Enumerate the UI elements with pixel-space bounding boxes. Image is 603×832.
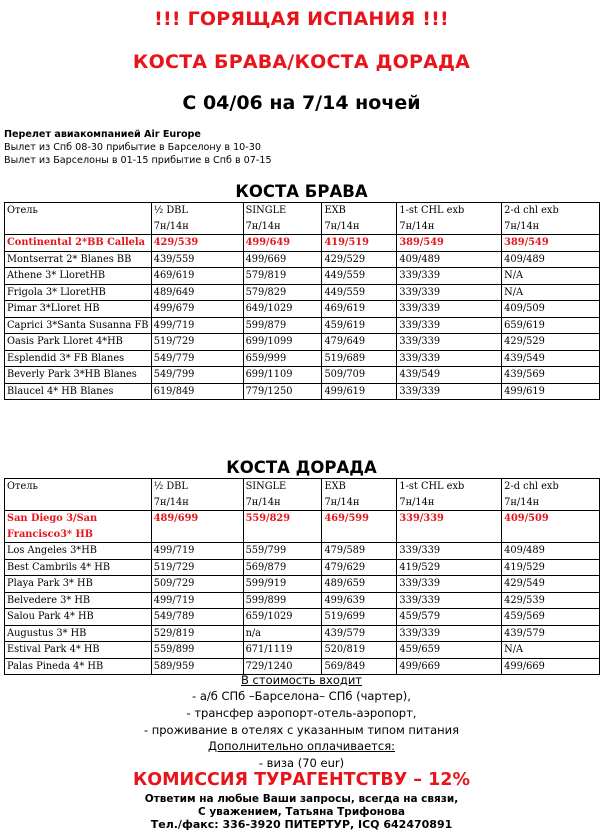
price-cell: 469/619 [322, 301, 397, 318]
column-header-line [7, 219, 149, 235]
price-cell: 559/899 [151, 642, 243, 659]
price-cell: n/a [243, 625, 322, 642]
costa-dorada-table [4, 478, 600, 675]
price-cell: 589/959 [151, 658, 243, 675]
table-row [5, 268, 600, 285]
price-cell: 549/789 [151, 609, 243, 626]
hotel-name-cell: San Diego 3/San Francisco3* HB [5, 511, 152, 543]
hotel-name-cell: Palas Pineda 4* HB [5, 658, 152, 675]
column-header [243, 203, 322, 235]
price-cell: 549/779 [151, 350, 243, 367]
price-cell: 339/339 [397, 625, 502, 642]
column-header-line: SINGLE [245, 481, 287, 492]
table-row [5, 592, 600, 609]
price-cell: 499/639 [322, 592, 397, 609]
price-cell: 339/339 [397, 592, 502, 609]
price-cell: 499/669 [397, 658, 502, 675]
price-cell: N/A [502, 642, 600, 659]
price-cell: 519/729 [151, 559, 243, 576]
column-header [397, 479, 502, 511]
price-cell: 419/529 [502, 559, 600, 576]
included-item: - трансфер аэропорт-отель-аэропорт, [186, 706, 417, 720]
column-header [322, 479, 397, 511]
contact-signature: С уважением, Татьяна Трифонова [197, 806, 406, 818]
price-cell: 339/339 [397, 543, 502, 560]
hotel-name-cell: Blaucel 4* HB Blanes [5, 383, 152, 400]
column-header-line: EXB [324, 205, 346, 216]
column-header-line: 7н/14н [399, 220, 435, 232]
flight-title: Перелет авиакомпанией Air Europe [4, 129, 201, 140]
price-cell: 699/1099 [243, 334, 322, 351]
table-row [5, 284, 600, 301]
included-item: - проживание в отелях с указанным типом питания [143, 723, 460, 737]
column-header-line: 1-st CHL exb [399, 481, 465, 492]
price-cell: 479/649 [322, 334, 397, 351]
price-cell: 499/719 [151, 592, 243, 609]
column-header-line: 7н/14н [245, 220, 281, 232]
column-header-line: 7н/14н [399, 496, 435, 508]
price-cell: 339/339 [397, 268, 502, 285]
price-cell: 429/529 [502, 334, 600, 351]
headline-costa-brava-dorada: КОСТА БРАВА/КОСТА ДОРАДА [132, 51, 471, 73]
price-cell: 339/339 [397, 317, 502, 334]
column-header-line: 7н/14н [153, 220, 189, 232]
price-cell: 429/539 [502, 592, 600, 609]
hotel-name-cell: Los Angeles 3*HB [5, 543, 152, 560]
table-row [5, 317, 600, 334]
price-cell: 499/669 [243, 251, 322, 268]
price-cell: 409/489 [502, 251, 600, 268]
price-cell: 469/619 [151, 268, 243, 285]
price-cell: 389/549 [502, 235, 600, 252]
table-header-row [5, 479, 600, 511]
headline-hot-spain: !!! ГОРЯЩАЯ ИСПАНИЯ !!! [154, 8, 449, 30]
table-row [5, 383, 600, 400]
price-cell: 499/619 [502, 383, 600, 400]
column-header-line: 7н/14н [153, 496, 189, 508]
price-cell: 499/679 [151, 301, 243, 318]
hotel-name-cell: Best Cambrils 4* HB [5, 559, 152, 576]
column-header-line: 7н/14н [324, 220, 360, 232]
table-header-row [5, 203, 600, 235]
price-cell: 599/879 [243, 317, 322, 334]
table-row [5, 251, 600, 268]
table-row [5, 334, 600, 351]
price-cell: 339/339 [397, 383, 502, 400]
price-cell: 549/799 [151, 367, 243, 384]
hotel-name-cell: Beverly Park 3*HB Blanes [5, 367, 152, 384]
price-cell: 499/719 [151, 543, 243, 560]
section-title-costa-dorada: КОСТА ДОРАДА [226, 458, 377, 477]
table-row [5, 625, 600, 642]
price-cell: N/A [502, 268, 600, 285]
price-cell: 599/899 [243, 592, 322, 609]
column-header [151, 479, 243, 511]
hotel-name-cell: Augustus 3* HB [5, 625, 152, 642]
column-header-line: SINGLE [245, 205, 287, 216]
price-cell: 429/529 [322, 251, 397, 268]
price-cell: 459/659 [397, 642, 502, 659]
price-cell: 409/489 [397, 251, 502, 268]
price-cell: 779/1250 [243, 383, 322, 400]
price-cell: 520/819 [322, 642, 397, 659]
price-cell: 339/339 [397, 350, 502, 367]
table-row [5, 576, 600, 593]
price-cell: 729/1240 [243, 658, 322, 675]
table-row [5, 367, 600, 384]
price-cell: 409/509 [502, 511, 600, 543]
price-cell: 499/669 [502, 658, 600, 675]
price-cell: 559/799 [243, 543, 322, 560]
price-cell: 409/489 [502, 543, 600, 560]
price-cell: 439/549 [397, 367, 502, 384]
extra-payment-title: Дополнительно оплачивается: [208, 739, 395, 753]
price-cell: 509/729 [151, 576, 243, 593]
column-header-line: Отель [7, 205, 38, 216]
price-cell: 659/999 [243, 350, 322, 367]
price-cell: 429/539 [151, 235, 243, 252]
column-header-line: EXB [324, 481, 346, 492]
headline-dates: С 04/06 на 7/14 ночей [182, 92, 421, 114]
price-cell: 659/619 [502, 317, 600, 334]
price-cell: 439/579 [502, 625, 600, 642]
price-cell: 439/559 [151, 251, 243, 268]
contact-phone: Тел./факс: 336-3920 ПИТЕРТУР, ICQ 642470891 [150, 818, 453, 831]
column-header-line: ½ DBL [153, 205, 188, 216]
hotel-name-cell: Belvedere 3* HB [5, 592, 152, 609]
price-cell: 339/339 [397, 284, 502, 301]
hotel-name-cell: Athene 3* LloretHB [5, 268, 152, 285]
hotel-name-cell: Caprici 3*Santa Susanna FB [5, 317, 152, 334]
costa-brava-table [4, 202, 600, 400]
price-cell: 489/649 [151, 284, 243, 301]
price-cell: 449/559 [322, 268, 397, 285]
price-cell: 429/549 [502, 576, 600, 593]
price-cell: 419/519 [322, 235, 397, 252]
price-cell: 579/819 [243, 268, 322, 285]
price-cell: 449/559 [322, 284, 397, 301]
price-cell: 439/549 [502, 350, 600, 367]
column-header-line: 2-d chl exb [504, 481, 559, 492]
column-header [502, 203, 600, 235]
column-header [243, 479, 322, 511]
price-cell: 659/1029 [243, 609, 322, 626]
price-cell: 559/829 [243, 511, 322, 543]
price-cell: 389/549 [397, 235, 502, 252]
commission-banner: КОМИССИЯ ТУРАГЕНТСТВУ – 12% [132, 770, 471, 790]
price-cell: 671/1119 [243, 642, 322, 659]
hotel-name-cell: Montserrat 2* Blanes BB [5, 251, 152, 268]
column-header [322, 203, 397, 235]
table-row [5, 609, 600, 626]
price-cell: 409/509 [502, 301, 600, 318]
column-header [5, 203, 152, 235]
column-header-line: ½ DBL [153, 481, 188, 492]
table-row [5, 543, 600, 560]
flight-departure: Вылет из Спб 08-30 прибытие в Барселону в 10-30 [4, 142, 261, 153]
price-cell: 339/339 [397, 511, 502, 543]
hotel-name-cell: Continental 2*BB Callela [5, 235, 152, 252]
price-cell: 529/819 [151, 625, 243, 642]
price-cell: N/A [502, 284, 600, 301]
price-cell: 339/339 [397, 334, 502, 351]
table-row [5, 301, 600, 318]
column-header-line [7, 495, 149, 511]
section-title-costa-brava: КОСТА БРАВА [235, 182, 368, 201]
column-header-line: Отель [7, 481, 38, 492]
price-cell: 479/589 [322, 543, 397, 560]
included-title: В стоимость входит [241, 673, 362, 687]
hotel-name-cell: Playa Park 3* HB [5, 576, 152, 593]
price-cell: 519/699 [322, 609, 397, 626]
column-header-line: 1-st CHL exb [399, 205, 465, 216]
price-cell: 459/569 [502, 609, 600, 626]
price-cell: 459/579 [397, 609, 502, 626]
price-cell: 339/339 [397, 576, 502, 593]
column-header-line: 7н/14н [504, 220, 540, 232]
hotel-name-cell: Oasis Park Lloret 4*HB [5, 334, 152, 351]
price-cell: 439/579 [322, 625, 397, 642]
column-header-line: 7н/14н [324, 496, 360, 508]
price-cell: 439/569 [502, 367, 600, 384]
column-header-line: 7н/14н [504, 496, 540, 508]
hotel-name-cell: Salou Park 4* HB [5, 609, 152, 626]
price-cell: 479/629 [322, 559, 397, 576]
price-cell: 619/849 [151, 383, 243, 400]
price-cell: 489/659 [322, 576, 397, 593]
price-cell: 489/699 [151, 511, 243, 543]
table-row [5, 350, 600, 367]
price-cell: 339/339 [397, 301, 502, 318]
contact-line: Ответим на любые Ваши запросы, всегда на связи, [144, 793, 459, 805]
price-cell: 569/879 [243, 559, 322, 576]
table-row [5, 511, 600, 543]
column-header [502, 479, 600, 511]
column-header-line: 2-d chl exb [504, 205, 559, 216]
price-cell: 459/619 [322, 317, 397, 334]
column-header [397, 203, 502, 235]
price-cell: 599/919 [243, 576, 322, 593]
price-cell: 699/1109 [243, 367, 322, 384]
table-row [5, 642, 600, 659]
price-cell: 569/849 [322, 658, 397, 675]
table-row [5, 559, 600, 576]
hotel-name-cell: Esplendid 3* FB Blanes [5, 350, 152, 367]
price-cell: 519/729 [151, 334, 243, 351]
price-cell: 419/529 [397, 559, 502, 576]
price-cell: 519/689 [322, 350, 397, 367]
price-cell: 509/709 [322, 367, 397, 384]
hotel-name-cell: Frigola 3* LloretHB [5, 284, 152, 301]
column-header [151, 203, 243, 235]
price-cell: 469/599 [322, 511, 397, 543]
hotel-name-cell: Pimar 3*Lloret HB [5, 301, 152, 318]
flight-return: Вылет из Барселоны в 01-15 прибытие в Спб в 07-15 [4, 155, 272, 166]
included-item: - а/б СПб –Барселона– СПб (чартер), [192, 689, 411, 703]
price-cell: 579/829 [243, 284, 322, 301]
hotel-name-cell: Estival Park 4* HB [5, 642, 152, 659]
price-cell: 499/649 [243, 235, 322, 252]
extra-payment-item: - виза (70 eur) [258, 756, 345, 770]
price-cell: 499/719 [151, 317, 243, 334]
column-header [5, 479, 152, 511]
table-row [5, 235, 600, 252]
price-cell: 499/619 [322, 383, 397, 400]
column-header-line: 7н/14н [245, 496, 281, 508]
price-cell: 649/1029 [243, 301, 322, 318]
